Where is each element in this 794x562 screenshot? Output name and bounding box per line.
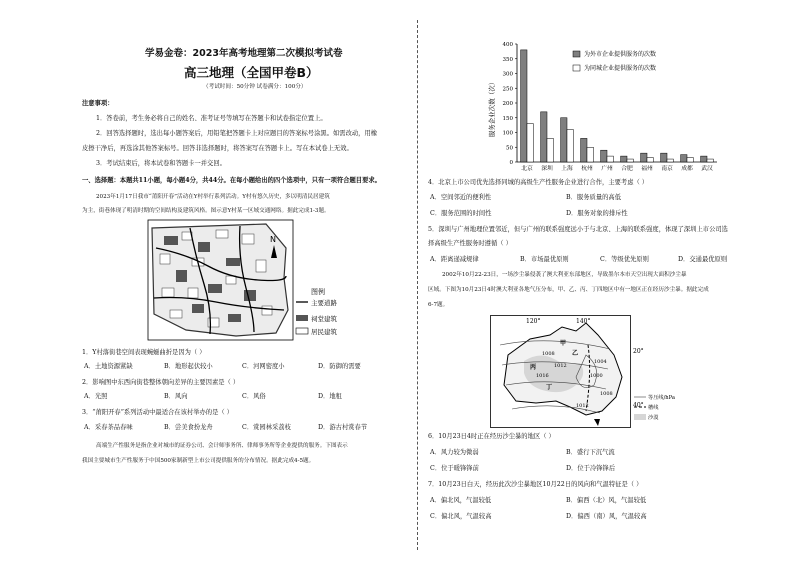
legend-ancestral-hall: 祠堂建筑 [311,315,337,323]
map2-lat-40: 40° [633,402,644,409]
region-ding: 丁 [546,384,553,391]
legend-desert: 沙漠 [648,415,659,421]
bar-external-4 [601,150,607,162]
village-map [146,218,376,342]
passage-c-line1: 2002年10月22-23日，一场沙尘暴侵袭了澳大利亚东部地区，导致墨尔本市天空出现大面积沙尘暴 [442,272,687,278]
region-jia: 甲 [560,340,567,347]
q4-option-c: C．服务范围的时间性 [430,210,492,217]
q6-option-b: B．盛行下沉气流 [566,449,615,456]
q6-option-c: C．位于暖锋锋前 [430,465,479,472]
section1-intro-c: 为主，街巷体现了明清时期的空间结构及建筑风格。图示意Y村某一区域交通网络。据此完成1-3题。 [82,208,330,214]
note-item: 3．考试结束后，将本试卷和答题卡一并交回。 [96,160,226,167]
bar-local-2 [567,130,573,162]
y-tick-label: 350 [502,56,513,63]
bar-local-8 [687,158,693,162]
q1-option-a: A．土地资源紧缺 [84,363,133,370]
bar-external-0 [521,50,527,162]
map1-legend-title: 图例 [311,288,325,296]
legend-road: 主要道路 [311,299,337,307]
passage-c-line3: 6-7题。 [428,302,449,308]
map2-lon-120: 120° [526,318,541,325]
x-tick-label: 杭州 [581,166,593,172]
region-bing: 丙 [530,364,537,371]
question-2-stem: 2．影响图中东西向街巷整体朝向差异的主要因素是（ ） [82,379,240,386]
x-tick-label: 南京 [661,166,673,172]
question-5-stem: 5．深圳与广州地理位置邻近，但与广州的联系强度远小于与北京、上海的联系强度，体现了深圳上市公司选 [428,226,728,233]
map2-lon-140: 140° [576,318,591,325]
bar-external-8 [681,155,687,162]
isobar-label: 1008 [600,391,613,397]
legend-trough: 槽线 [648,405,659,411]
q5-option-b: B．市场最优原则 [520,256,569,263]
q4-option-a: A．空间邻近的便利性 [430,194,492,201]
q1-option-d: D．防御的需要 [318,363,361,370]
bar-local-3 [587,147,593,162]
question-5-stem-b: 择高级生产性服务时遵循（ ） [428,240,512,247]
x-tick-label: 上海 [561,166,573,172]
passage-b-line1: 高端生产性服务是指企业对城市的证券公司、会计师事务所、律师事务所等企业提供的服务。下图表示 [96,443,348,449]
x-tick-label: 深圳 [541,166,553,172]
legend-residence: 居民建筑 [311,328,337,336]
region-yi: 乙 [572,350,579,357]
note-item: 1．答卷前，考生务必将自己的姓名、准考证号等填写在答题卡和试卷指定位置上。 [96,115,327,122]
x-tick-label: 北京 [521,166,533,172]
y-tick-label: 250 [502,86,513,93]
bar-external-6 [641,153,647,162]
y-tick-label: 150 [502,115,513,122]
q7-option-d: D．偏西（南）风，气温较高 [566,513,647,520]
question-7-stem: 7．10月23日白天，经历此次沙尘暴地区10月22日的风向和气温特征是（ ） [428,481,643,488]
x-tick-label: 合肥 [621,166,633,172]
legend-label: 为同城企业提供服务的次数 [584,65,657,72]
bar-local-4 [607,156,613,162]
bar-external-5 [621,156,627,162]
north-label: N [270,235,276,244]
bar-external-9 [701,156,707,162]
question-6-stem: 6．10月23日4时正在经历沙尘暴的地区（ ） [428,433,555,440]
y-tick-label: 300 [502,71,513,78]
notes-heading: 注意事项： [82,100,114,107]
bar-external-2 [561,118,567,162]
y-tick-label: 0 [509,160,513,166]
y-tick-label: 50 [506,145,513,152]
q1-option-c: C．河网密度小 [242,363,285,370]
isobar-label: 1000 [590,373,603,379]
x-tick-label: 福州 [641,166,653,172]
question-1-stem: 1．Y村落街巷空间表现蜿蜒曲折是因为（ ） [82,349,206,356]
legend-label: 为外市企业提供服务的次数 [584,51,657,58]
q7-option-c: C．偏北风，气温较高 [430,513,492,520]
bar-local-9 [707,159,713,162]
map2-lat-20: 20° [633,348,644,355]
bar-local-6 [647,158,653,162]
q5-option-a: A．距离递减规律 [430,256,479,263]
isobar-label: 1016 [536,373,549,379]
bar-external-1 [541,112,547,162]
service-bar-chart [485,38,723,176]
bar-local-7 [667,159,673,162]
isobar-label: 1008 [542,351,555,357]
x-tick-label: 武汉 [701,166,713,172]
q2-option-c: C．风俗 [242,393,266,400]
note-item: 2．回答选择题时，选出每小题答案后，用铅笔把答题卡上对应题目的答案标号涂黑。如需改动，用橡 [96,130,378,137]
q3-option-c: C．赏园林采荔枝 [242,424,291,431]
q7-option-a: A．偏北风，气温较低 [430,497,492,504]
passage-b-line2: 我国主要城市生产性服务于中国500家制新型上市公司提供服务的分布情况。据此完成4-5题。 [82,458,315,464]
note-item: 皮擦干净后，再选涂其他答案标号。回答非选择题时，将答案写在答题卡上。写在本试卷上无效。 [82,145,353,152]
q5-option-d: D．交通最优原则 [678,256,728,263]
column-divider [417,20,418,550]
bar-external-3 [581,138,587,162]
question-4-stem: 4．北京上市公司优先选择同城的高级生产性服务企业进行合作，主要考虑（ ） [428,179,649,186]
y-tick-label: 400 [502,42,513,48]
australia-pressure-map [490,315,690,430]
bar-external-7 [661,153,667,162]
bar-local-0 [527,124,533,162]
y-tick-label: 200 [502,101,513,107]
q5-option-c: C．等级优先原则 [600,256,649,263]
section1-intro-b: 2023年1月17日我市“莆阳开春”活动在Y村举行系列活动。Y村有悠久历史，多以明清民居建筑 [96,194,330,200]
exam-title: 学易金卷：2023年高考地理第二次模拟考试卷 [145,48,343,59]
passage-c-line2: 区域。下图为10月23日4时澳大利亚各地气压分布，甲、乙、丙、丁四地区中有一地区正在经历沙尘暴。据此完成 [428,287,709,293]
q4-option-b: B．服务质量的高低 [566,194,622,201]
legend-isobar: 等压线/hPa [648,395,676,401]
q3-option-d: D．游古村赏春节 [318,424,368,431]
q3-option-a: A．采春茶品春味 [84,424,133,431]
section1-intro: 一、选择题：本题共11小题，每小题4分，共44分。在每小题给出的四个选项中，只有一项符合题目要求。 [82,177,381,184]
bar-local-5 [627,159,633,162]
chart-ylabel: 服务企业次数（次） [488,78,496,138]
legend-swatch [573,65,580,71]
exam-subtitle: 高三地理（全国甲卷B） [184,65,319,80]
q7-option-b: B．偏西（北）风，气温较低 [566,497,647,504]
q4-option-d: D．服务对象的排斥性 [566,210,628,217]
exam-info: （考试时间：50分钟 试卷满分：100分） [203,84,307,90]
q2-option-a: A．光照 [84,393,108,400]
y-tick-label: 100 [502,130,513,137]
bar-local-1 [547,138,553,162]
isobar-label: 1004 [594,359,607,365]
x-tick-label: 广州 [601,166,613,172]
q6-option-a: A．风力较为微弱 [430,449,479,456]
q1-option-b: B．地形起伏较小 [164,363,213,370]
isobar-label: 1012 [554,363,567,369]
x-tick-label: 成都 [681,166,693,172]
isobar-label: 1012 [576,403,589,409]
q6-option-d: D．位于冷锋锋后 [566,465,616,472]
q2-option-d: D．地租 [318,393,342,400]
q2-option-b: B．风向 [164,393,188,400]
q3-option-b: B．尝美食扮龙舟 [164,424,213,431]
question-3-stem: 3．“莆阳开春”系列活动中最适合在该村举办的是（ ） [82,409,233,416]
legend-swatch [573,51,580,57]
